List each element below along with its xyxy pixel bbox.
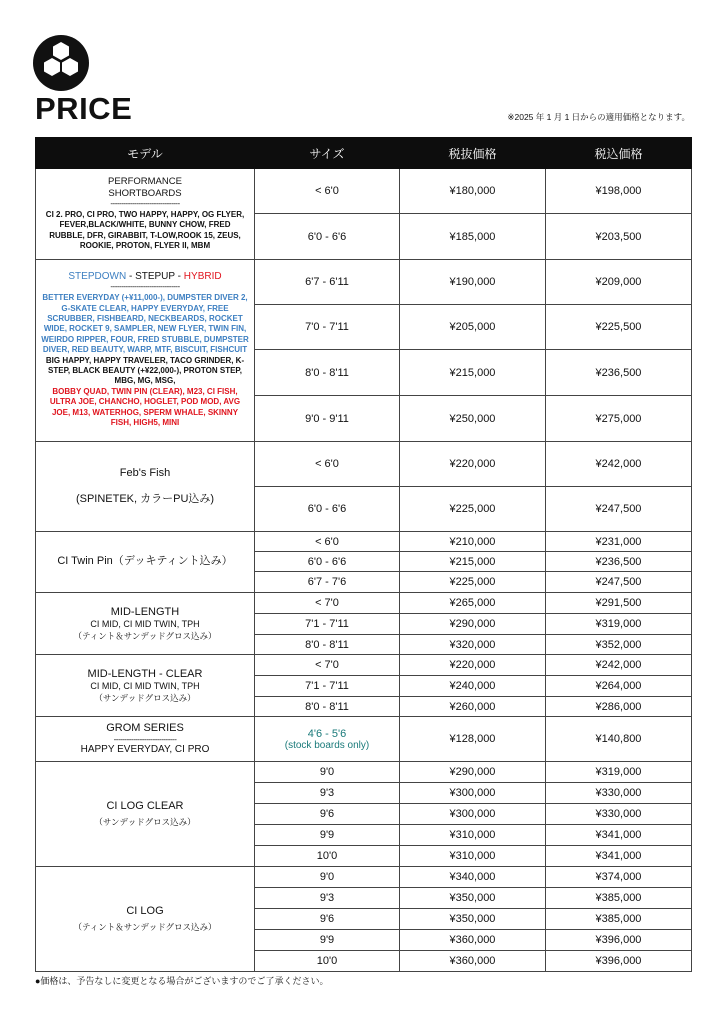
size-cell: 9'0 xyxy=(255,762,400,783)
size-cell: 7'0 - 7'11 xyxy=(255,305,400,350)
page-title: PRICE xyxy=(35,91,133,126)
category-stepdown-stepup-hybrid xyxy=(36,260,255,442)
price-excl-cell: ¥215,000 xyxy=(400,350,546,396)
price-incl-cell: ¥275,000 xyxy=(546,396,692,442)
price-excl-cell: ¥128,000 xyxy=(400,717,546,762)
table-row xyxy=(36,169,692,214)
size-cell: < 6'0 xyxy=(255,169,400,214)
category-title: CI Twin Pin（デッキティント込み） xyxy=(57,555,233,568)
column-header-price-excl-tax: 税抜価格 xyxy=(400,138,546,169)
price-incl-cell: ¥247,500 xyxy=(546,572,692,593)
column-header-price-incl-tax: 税込価格 xyxy=(546,138,692,169)
category-subtitle: (SPINETEK, カラーPU込み) xyxy=(75,492,215,505)
price-incl-cell: ¥264,000 xyxy=(546,676,692,697)
size-cell: 9'3 xyxy=(255,783,400,804)
price-excl-cell: ¥360,000 xyxy=(400,930,546,951)
category-ci-log xyxy=(36,867,255,972)
size-cell: 6'0 - 6'6 xyxy=(255,214,400,260)
category-mid-length-clear xyxy=(36,655,255,717)
size-cell: 6'0 - 6'6 xyxy=(255,487,400,532)
category-subtitle: （ティント＆サンデッドグロス込み） xyxy=(73,630,217,641)
channel-islands-hexagon-logo xyxy=(33,35,89,91)
price-excl-cell: ¥360,000 xyxy=(400,951,546,972)
table-row xyxy=(36,717,692,762)
price-incl-cell: ¥385,000 xyxy=(546,888,692,909)
category-models: CI MID, CI MID TWIN, TPH xyxy=(90,619,200,630)
size-cell: 8'0 - 8'11 xyxy=(255,635,400,655)
price-excl-cell: ¥290,000 xyxy=(400,762,546,783)
size-cell: 6'0 - 6'6 xyxy=(255,552,400,572)
price-excl-cell: ¥180,000 xyxy=(400,169,546,214)
price-incl-cell: ¥385,000 xyxy=(546,909,692,930)
price-incl-cell: ¥247,500 xyxy=(546,487,692,532)
size-cell: < 7'0 xyxy=(255,593,400,614)
price-incl-cell: ¥291,500 xyxy=(546,593,692,614)
divider-dashes: ----------------------------- xyxy=(113,734,177,744)
size-cell: < 6'0 xyxy=(255,532,400,552)
price-excl-cell: ¥205,000 xyxy=(400,305,546,350)
size-cell: 8'0 - 8'11 xyxy=(255,697,400,717)
price-excl-cell: ¥310,000 xyxy=(400,846,546,867)
label-separator: - xyxy=(174,270,184,282)
table-row xyxy=(36,655,692,676)
price-excl-cell: ¥310,000 xyxy=(400,825,546,846)
category-subtitle: （サンデッドグロス込み） xyxy=(94,817,196,828)
category-title: MID-LENGTH - CLEAR xyxy=(87,667,203,680)
category-grom-series xyxy=(36,717,255,762)
size-value: 4'6 - 5'6 xyxy=(307,727,347,740)
category-title: MID-LENGTH xyxy=(110,605,180,618)
price-incl-cell: ¥396,000 xyxy=(546,930,692,951)
divider-dashes: -------------------------------- xyxy=(110,199,180,209)
price-incl-cell: ¥242,000 xyxy=(546,442,692,487)
price-excl-cell: ¥240,000 xyxy=(400,676,546,697)
size-cell: 9'6 xyxy=(255,909,400,930)
price-incl-cell: ¥236,500 xyxy=(546,552,692,572)
price-incl-cell: ¥225,500 xyxy=(546,305,692,350)
price-incl-cell: ¥198,000 xyxy=(546,169,692,214)
price-incl-cell: ¥396,000 xyxy=(546,951,692,972)
price-excl-cell: ¥300,000 xyxy=(400,804,546,825)
table-row xyxy=(36,762,692,783)
price-incl-cell: ¥286,000 xyxy=(546,697,692,717)
size-cell: < 7'0 xyxy=(255,655,400,676)
price-incl-cell: ¥341,000 xyxy=(546,846,692,867)
price-incl-cell: ¥231,000 xyxy=(546,532,692,552)
price-table xyxy=(35,137,692,972)
column-header-size: サイズ xyxy=(255,138,400,169)
category-models: HAPPY EVERYDAY, CI PRO xyxy=(80,743,210,755)
column-header-model: モデル xyxy=(36,138,255,169)
price-excl-cell: ¥300,000 xyxy=(400,783,546,804)
table-header-row xyxy=(36,138,692,169)
price-incl-cell: ¥319,000 xyxy=(546,614,692,635)
divider-dashes: -------------------------------- xyxy=(110,282,180,292)
size-cell: 9'3 xyxy=(255,888,400,909)
price-excl-cell: ¥215,000 xyxy=(400,552,546,572)
price-excl-cell: ¥260,000 xyxy=(400,697,546,717)
price-incl-cell: ¥330,000 xyxy=(546,804,692,825)
price-incl-cell: ¥236,500 xyxy=(546,350,692,396)
size-cell: 9'6 xyxy=(255,804,400,825)
category-ci-log-clear xyxy=(36,762,255,867)
stepup-model-list: BIG HAPPY, HAPPY TRAVELER, TACO GRINDER, K-STEP, BLACK BEAUTY (+¥22,000-), PROTON STEP, MBG, MG, MSG, xyxy=(45,355,245,386)
price-incl-cell: ¥330,000 xyxy=(546,783,692,804)
category-ci-twin-pin xyxy=(36,532,255,593)
label-separator: - xyxy=(126,270,136,282)
category-performance-shortboards xyxy=(36,169,255,260)
price-excl-cell: ¥225,000 xyxy=(400,572,546,593)
table-row xyxy=(36,442,692,487)
table-row xyxy=(36,867,692,888)
price-excl-cell: ¥210,000 xyxy=(400,532,546,552)
size-cell: 9'9 xyxy=(255,825,400,846)
label-hybrid: HYBRID xyxy=(183,270,222,282)
price-excl-cell: ¥190,000 xyxy=(400,260,546,305)
price-excl-cell: ¥225,000 xyxy=(400,487,546,532)
table-row xyxy=(36,593,692,614)
size-cell: 9'0 xyxy=(255,867,400,888)
size-cell: 9'0 - 9'11 xyxy=(255,396,400,442)
table-row xyxy=(36,260,692,305)
price-incl-cell: ¥319,000 xyxy=(546,762,692,783)
price-incl-cell: ¥209,000 xyxy=(546,260,692,305)
size-cell: 10'0 xyxy=(255,951,400,972)
category-subtitle: （サンデッドグロス込み） xyxy=(94,692,196,703)
price-excl-cell: ¥185,000 xyxy=(400,214,546,260)
category-title: PERFORMANCE SHORTBOARDS xyxy=(108,176,182,200)
price-excl-cell: ¥320,000 xyxy=(400,635,546,655)
price-incl-cell: ¥341,000 xyxy=(546,825,692,846)
price-excl-cell: ¥350,000 xyxy=(400,888,546,909)
stepdown-model-list: BETTER EVERYDAY (+¥11,000-), DUMPSTER DIVER 2, G-SKATE CLEAR, HAPPY EVERYDAY, FREE SCRUBBER, FISHBEARD, NECKBEARDS, ROCKET WIDE, ROCKET 9, SAMPLER, NEW FLYER, TWIN FIN, WEIRDO RIPPER, FOUR, FRED STUBBLE, DUMPSTER DIVER, RED BEAUTY, WARP, MTF, BISCUIT, FISHCUIT xyxy=(41,293,249,355)
category-title: CI LOG xyxy=(126,905,164,918)
table-row xyxy=(36,532,692,552)
size-cell: < 6'0 xyxy=(255,442,400,487)
price-excl-cell: ¥250,000 xyxy=(400,396,546,442)
price-excl-cell: ¥220,000 xyxy=(400,655,546,676)
price-incl-cell: ¥140,800 xyxy=(546,717,692,762)
category-title: GROM SERIES xyxy=(106,721,184,734)
size-cell: 10'0 xyxy=(255,846,400,867)
category-models: CI MID, CI MID TWIN, TPH xyxy=(90,681,200,692)
size-cell: 9'9 xyxy=(255,930,400,951)
price-incl-cell: ¥203,500 xyxy=(546,214,692,260)
size-cell: 7'1 - 7'11 xyxy=(255,676,400,697)
effective-date-note: ※2025 年 1 月 1 日からの適用価格となります。 xyxy=(507,112,690,122)
price-excl-cell: ¥220,000 xyxy=(400,442,546,487)
price-incl-cell: ¥352,000 xyxy=(546,635,692,655)
category-title: Feb's Fish xyxy=(119,466,171,479)
category-febs-fish xyxy=(36,442,255,532)
price-excl-cell: ¥350,000 xyxy=(400,909,546,930)
price-change-disclaimer: ●価格は、予告なしに変更となる場合がございますのでご了承ください。 xyxy=(35,976,329,986)
category-mid-length xyxy=(36,593,255,655)
category-subtitle: （ティント＆サンデッドグロス込み） xyxy=(73,922,217,933)
size-cell: 6'7 - 6'11 xyxy=(255,260,400,305)
price-excl-cell: ¥265,000 xyxy=(400,593,546,614)
price-excl-cell: ¥290,000 xyxy=(400,614,546,635)
label-stepup: STEPUP xyxy=(135,270,175,282)
price-incl-cell: ¥374,000 xyxy=(546,867,692,888)
label-stepdown: STEPDOWN xyxy=(68,270,127,282)
size-cell xyxy=(255,717,400,762)
hybrid-model-list: BOBBY QUAD, TWIN PIN (CLEAR), M23, CI FISH, ULTRA JOE, CHANCHO, HOGLET, POD MOD, AVG JOE, M13, WATERHOG, SPERM WHALE, SKINNY FISH, HIGH5, MINI xyxy=(49,386,241,427)
price-excl-cell: ¥340,000 xyxy=(400,867,546,888)
price-incl-cell: ¥242,000 xyxy=(546,655,692,676)
size-cell: 7'1 - 7'11 xyxy=(255,614,400,635)
size-note: (stock boards only) xyxy=(284,739,370,751)
model-list: CI 2. PRO, CI PRO, TWO HAPPY, HAPPY, OG FLYER, FEVER,BLACK/WHITE, BUNNY CHOW, FRED RUBBLE, DFR, GIRABBIT, T-LOW,ROOK 15, ZEUS, ROOKIE, PROTON, FLYER II, MBM xyxy=(45,210,245,251)
size-cell: 8'0 - 8'11 xyxy=(255,350,400,396)
size-cell: 6'7 - 7'6 xyxy=(255,572,400,593)
category-title: CI LOG CLEAR xyxy=(106,800,184,813)
